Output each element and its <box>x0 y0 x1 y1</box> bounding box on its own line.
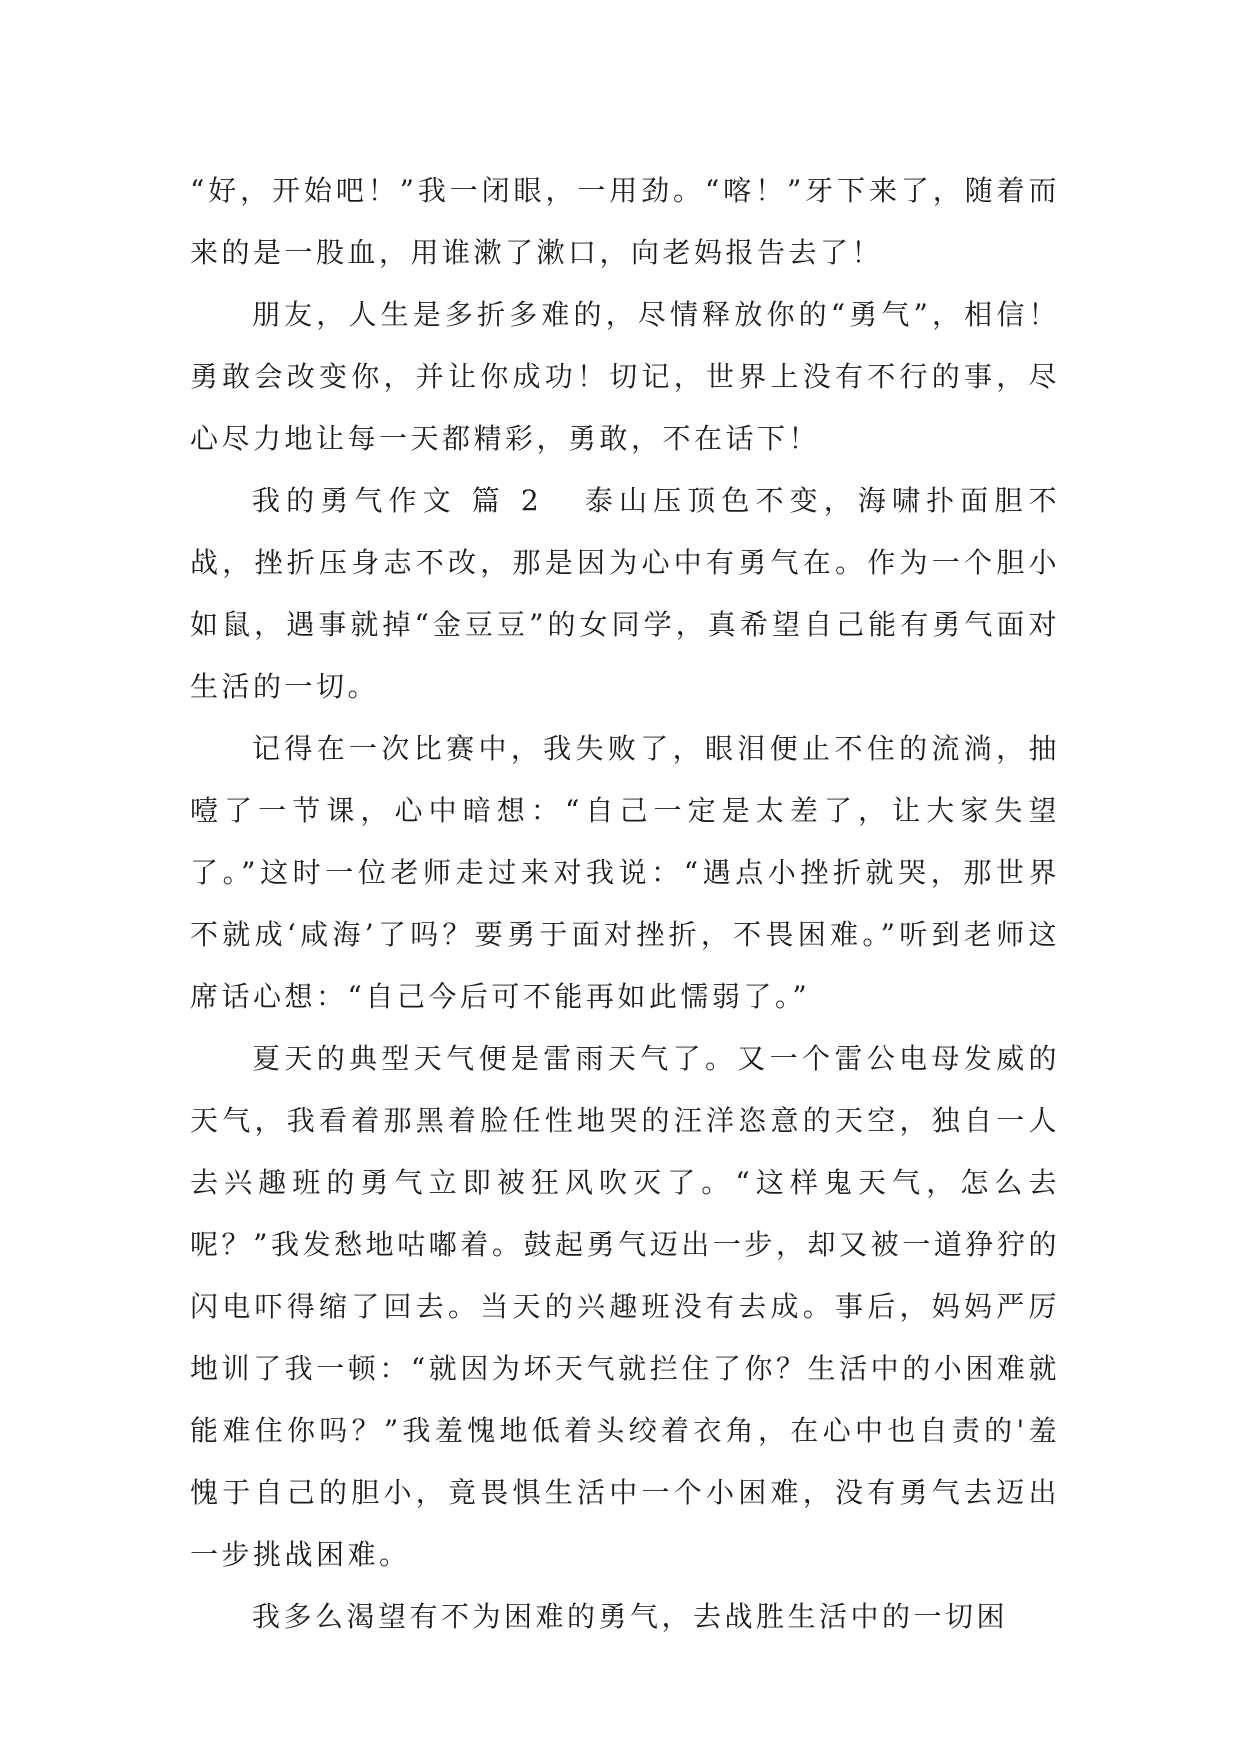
paragraph-summer-storm: 夏天的典型天气便是雷雨天气了。又一个雷公电母发威的天气，我看着那黑着脸任性地哭的汪洋恣意的天空，独自一人去兴趣班的勇气立即被狂风吹灭了。“这样鬼天气，怎么去呢？”我发愁地咕嘟着。鼓起勇气迈出一步，却又被一道狰狞的闪电吓得缩了回去。当天的兴趣班没有去成。事后，妈妈严厉地训了我一顿：“就因为坏天气就拦住了你？生活中的小困难就能难住你吗？”我羞愧地低着头绞着衣角，在心中也自责的'羞愧于自己的胆小，竟畏惧生活中一个小困难，没有勇气去迈出一步挑战困难。 <box>190 1042 1060 1571</box>
document-page <box>190 160 1060 1648</box>
section-intro: 泰山压顶色不变，海啸扑面胆不战，挫折压身志不改，那是因为心中有勇气在。作为一个胆小如鼠，遇事就掉“金豆豆”的女同学，真希望自己能有勇气面对生活的一切。 <box>190 484 1060 703</box>
paragraph-competition: 记得在一次比赛中，我失败了，眼泪便止不住的流淌，抽噎了一节课，心中暗想：“自己一定是太差了，让大家失望了。”这时一位老师走过来对我说：“遇点小挫折就哭，那世界不就成‘咸海’了吗？要勇于面对挫折，不畏困难。”听到老师这席话心想：“自己今后可不能再如此懦弱了。” <box>190 732 1060 1013</box>
paragraph-opening: “好，开始吧！”我一闭眼，一用劲。“喀！”牙下来了，随着而来的是一股血，用谁漱了漱口，向老妈报告去了！ <box>190 174 1060 269</box>
paragraph-friends: 朋友，人生是多折多难的，尽情释放你的“勇气”，相信！勇敢会改变你，并让你成功！切记，世界上没有不行的事，尽心尽力地让每一天都精彩，勇敢，不在话下！ <box>190 298 1060 455</box>
section-heading: 我的勇气作文 篇 2 <box>252 484 543 517</box>
section-heading-paragraph <box>190 470 1060 718</box>
paragraph-longing: 我多么渴望有不为困难的勇气，去战胜生活中的一切困 <box>252 1600 1009 1633</box>
